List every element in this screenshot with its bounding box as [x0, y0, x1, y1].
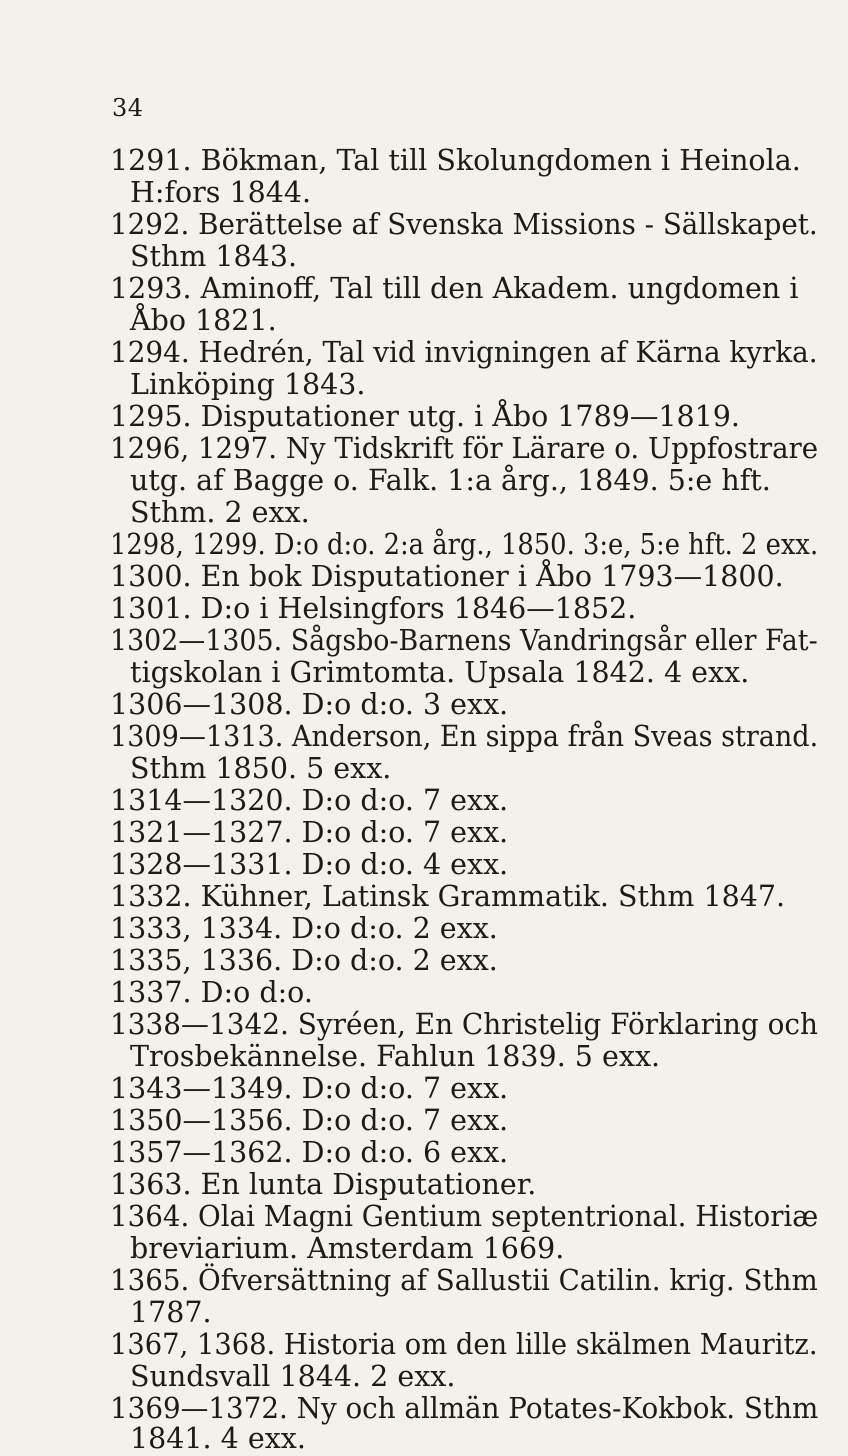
entry-line: 1296, 1297. Ny Tidskrift för Lärare o. Uppfostrare [110, 432, 819, 465]
entry-line: 1364. Olai Magni Gentium septentrional. Historiæ [110, 1200, 819, 1233]
entry-line: 1314—1320. D:o d:o. 7 exx. [110, 784, 509, 817]
entry-line: 1309—1313. Anderson, En sippa från Sveas strand. [110, 720, 819, 753]
entry-line: Sthm 1843. [130, 240, 298, 273]
entry-line: 1350—1356. D:o d:o. 7 exx. [110, 1104, 509, 1137]
entry-line: Åbo 1821. [130, 304, 277, 337]
entry-line: 1365. Öfversättning af Sallustii Catilin. krig. Sthm [110, 1264, 818, 1297]
entry-line: Linköping 1843. [130, 368, 366, 401]
entry-line: 1295. Disputationer utg. i Åbo 1789—1819. [110, 400, 740, 433]
entry-line: 1328—1331. D:o d:o. 4 exx. [110, 848, 509, 881]
entry-line: 1302—1305. Sågsbo-Barnens Vandringsår eller Fat- [110, 624, 818, 657]
entry-line: breviarium. Amsterdam 1669. [130, 1232, 565, 1265]
entry-line: 1306—1308. D:o d:o. 3 exx. [110, 688, 509, 721]
entry-line: 1367, 1368. Historia om den lille skälmen Mauritz. [110, 1328, 818, 1361]
entry-line: H:fors 1844. [130, 176, 312, 209]
entry-line: 1300. En bok Disputationer i Åbo 1793—1800. [110, 560, 784, 593]
entry-line: Trosbekännelse. Fahlun 1839. 5 exx. [130, 1040, 661, 1073]
entry-line: 1335, 1336. D:o d:o. 2 exx. [110, 944, 498, 977]
entry-line: 1787. [130, 1296, 212, 1329]
entry-line: 1333, 1334. D:o d:o. 2 exx. [110, 912, 498, 945]
entry-line: Sundsvall 1844. 2 exx. [130, 1360, 456, 1393]
entry-line: 1294. Hedrén, Tal vid invigningen af Kärna kyrka. [110, 336, 818, 369]
entry-line: 1291. Bökman, Tal till Skolungdomen i Heinola. [110, 144, 801, 177]
entry-line: 1292. Berättelse af Svenska Missions - Sällskapet. [110, 208, 818, 241]
entry-line: 1337. D:o d:o. [110, 976, 313, 1009]
entry-line: 1332. Kühner, Latinsk Grammatik. Sthm 1847. [110, 880, 786, 913]
entry-line: 1357—1362. D:o d:o. 6 exx. [110, 1136, 509, 1169]
entry-line: tigskolan i Grimtomta. Upsala 1842. 4 exx. [130, 656, 750, 689]
entry-line: 1338—1342. Syréen, En Christelig Förklaring och [110, 1008, 819, 1041]
entry-line: 1293. Aminoff, Tal till den Akadem. ungdomen i [110, 272, 799, 305]
entry-line: 1298, 1299. D:o d:o. 2:a årg., 1850. 3:e, 5:e hft. 2 exx. [110, 528, 819, 561]
entry-line: 1363. En lunta Disputationer. [110, 1168, 537, 1201]
entry-line: 1321—1327. D:o d:o. 7 exx. [110, 816, 509, 849]
entry-line: Sthm 1850. 5 exx. [130, 752, 392, 785]
entry-line: Sthm. 2 exx. [130, 496, 310, 529]
page-number: 34 [112, 94, 144, 122]
entry-line: 1343—1349. D:o d:o. 7 exx. [110, 1072, 509, 1105]
entry-line: 1369—1372. Ny och allmän Potates-Kokbok. Sthm [110, 1392, 819, 1425]
entry-line: utg. af Bagge o. Falk. 1:a årg., 1849. 5:e hft. [130, 464, 771, 497]
entry-line: 1301. D:o i Helsingfors 1846—1852. [110, 592, 637, 625]
entry-line: 1841. 4 exx. [130, 1422, 306, 1455]
